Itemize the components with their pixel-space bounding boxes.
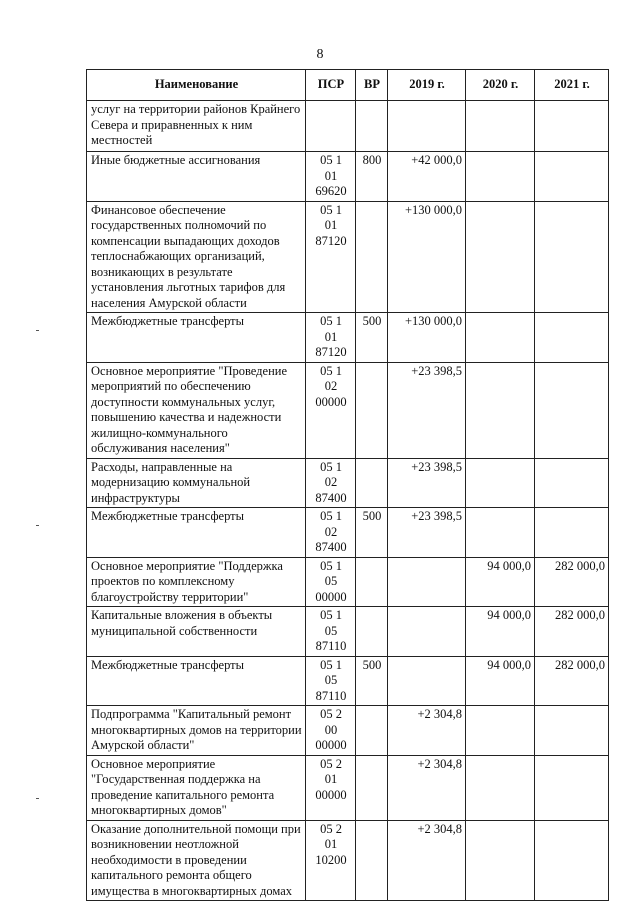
row-2021: [535, 101, 609, 152]
row-psr: [306, 362, 356, 458]
row-2019: +2 304,8: [388, 706, 466, 756]
table-row: [87, 607, 609, 657]
row-2021: [535, 313, 609, 363]
row-2020: 94 000,0: [466, 656, 535, 706]
row-name: Межбюджетные трансферты: [87, 508, 306, 558]
table-row: [87, 755, 609, 820]
header-2019: 2019 г.: [388, 70, 466, 101]
header-2021: 2021 г.: [535, 70, 609, 101]
psr-code-part: 01: [324, 772, 338, 786]
psr-code-part: 02: [324, 379, 338, 393]
row-name: Финансовое обеспечение государственных полномочий по компенсации выпадающих доходов теплоснабжающих организаций, возникающих в результате установления льготных тарифов для населения Амурской области: [87, 201, 306, 313]
psr-code-part: 02: [324, 475, 338, 489]
row-vr: 500: [356, 313, 388, 363]
psr-code-part: 01: [324, 218, 338, 232]
row-2019: +23 398,5: [388, 458, 466, 508]
row-2021: [535, 201, 609, 313]
psr-code-part: 02: [324, 524, 338, 539]
psr-code-part: 00000: [315, 589, 347, 604]
header-vr: ВР: [356, 70, 388, 101]
table-header-row: [87, 70, 609, 101]
row-2019: +2 304,8: [388, 820, 466, 901]
row-vr: [356, 101, 388, 152]
psr-code-part: 05 1: [320, 558, 342, 573]
row-psr: [306, 101, 356, 152]
row-2021: [535, 706, 609, 756]
row-2019: +42 000,0: [388, 152, 466, 202]
psr-code-part: 01: [324, 837, 338, 851]
row-2019: +2 304,8: [388, 755, 466, 820]
page-number: 8: [316, 47, 324, 62]
row-name: Иные бюджетные ассигнования: [87, 152, 306, 202]
table-row: [87, 820, 609, 901]
row-2020: [466, 152, 535, 202]
row-2021: [535, 152, 609, 202]
table-row: [87, 706, 609, 756]
psr-code-part: 05 1: [320, 608, 342, 622]
row-vr: [356, 755, 388, 820]
row-2021: 282 000,0: [535, 557, 609, 607]
row-2020: [466, 201, 535, 313]
psr-code-part: 05: [324, 623, 338, 638]
row-vr: [356, 607, 388, 657]
row-2019: [388, 557, 466, 607]
psr-code-part: 00: [324, 722, 338, 737]
table-row: [87, 458, 609, 508]
psr-code-part: 87120: [315, 345, 347, 359]
header-2020: 2020 г.: [466, 70, 535, 101]
row-vr: 800: [356, 152, 388, 202]
psr-code-part: 05 1: [320, 153, 342, 167]
psr-code-part: 05 2: [320, 756, 342, 771]
row-vr: [356, 201, 388, 313]
row-2021: [535, 458, 609, 508]
row-2020: [466, 820, 535, 901]
row-name: Межбюджетные трансферты: [87, 313, 306, 363]
scan-mark: [36, 798, 39, 799]
psr-code-part: 87400: [315, 540, 347, 554]
psr-code-part: 05 1: [320, 459, 342, 474]
psr-code-part: 87400: [315, 490, 347, 505]
psr-code-part: 69620: [315, 184, 347, 198]
table-row: [87, 201, 609, 313]
row-2020: [466, 362, 535, 458]
table-row: [87, 656, 609, 706]
psr-code-part: 00000: [315, 738, 347, 752]
psr-code-part: 05 2: [320, 707, 342, 721]
psr-code-part: 10200: [315, 852, 347, 867]
row-2020: [466, 706, 535, 756]
table-row: [87, 557, 609, 607]
row-vr: [356, 458, 388, 508]
row-2019: +23 398,5: [388, 362, 466, 458]
row-2020: [466, 313, 535, 363]
row-name: услуг на территории районов Крайнего Севера и приравненных к ним местностей: [87, 101, 306, 152]
scan-mark: [36, 330, 39, 331]
row-vr: [356, 557, 388, 607]
psr-code-part: 05 1: [320, 314, 342, 328]
row-psr: [306, 706, 356, 756]
psr-code-part: 05 1: [320, 509, 342, 523]
row-2020: [466, 508, 535, 558]
row-vr: [356, 706, 388, 756]
row-vr: 500: [356, 656, 388, 706]
row-psr: [306, 557, 356, 607]
row-vr: [356, 820, 388, 901]
row-2021: 282 000,0: [535, 656, 609, 706]
table-row: [87, 313, 609, 363]
row-psr: [306, 458, 356, 508]
row-name: Капитальные вложения в объекты муниципальной собственности: [87, 607, 306, 657]
psr-code-part: 01: [324, 168, 338, 183]
header-name: Наименование: [87, 70, 306, 101]
row-psr: [306, 755, 356, 820]
row-psr: [306, 607, 356, 657]
row-2019: [388, 656, 466, 706]
row-2019: [388, 607, 466, 657]
row-psr: [306, 508, 356, 558]
row-2020: 94 000,0: [466, 607, 535, 657]
table-body: [87, 101, 609, 901]
row-psr: [306, 656, 356, 706]
row-2020: [466, 458, 535, 508]
row-name: Расходы, направленные на модернизацию коммунальной инфраструктуры: [87, 458, 306, 508]
psr-code-part: 05: [324, 673, 338, 687]
table-row: [87, 362, 609, 458]
row-2019: +23 398,5: [388, 508, 466, 558]
header-psr: ПСР: [306, 70, 356, 101]
row-2021: [535, 362, 609, 458]
row-2019: +130 000,0: [388, 313, 466, 363]
row-2021: [535, 508, 609, 558]
row-name: Основное мероприятие "Государственная поддержка на проведение капитального ремонта многоквартирных домов": [87, 755, 306, 820]
row-2021: 282 000,0: [535, 607, 609, 657]
psr-code-part: 87110: [315, 688, 347, 703]
row-name: Основное мероприятие "Проведение мероприятий по обеспечению доступности коммунальных услуг, повышению качества и надежности жилищно-коммунального обслуживания населения": [87, 362, 306, 458]
row-2021: [535, 755, 609, 820]
row-vr: [356, 362, 388, 458]
row-psr: [306, 313, 356, 363]
budget-table: [86, 69, 609, 901]
scan-mark: [36, 525, 39, 526]
psr-code-part: 87110: [315, 639, 347, 653]
row-2021: [535, 820, 609, 901]
table-row: [87, 101, 609, 152]
psr-code-part: 05 2: [320, 821, 342, 836]
table-row: [87, 152, 609, 202]
psr-code-part: 05 1: [320, 202, 342, 217]
row-psr: [306, 201, 356, 313]
psr-code-part: 05 1: [320, 363, 342, 378]
psr-code-part: 05 1: [320, 657, 342, 672]
psr-code-part: 05: [324, 574, 338, 588]
psr-code-part: 00000: [315, 787, 347, 802]
row-name: Оказание дополнительной помощи при возникновении неотложной необходимости в проведении капитального ремонта общего имущества в многоквартирных домах: [87, 820, 306, 901]
psr-code-part: 01: [324, 329, 338, 344]
row-name: Основное мероприятие "Поддержка проектов по комплексному благоустройству территории": [87, 557, 306, 607]
row-2019: +130 000,0: [388, 201, 466, 313]
row-psr: [306, 152, 356, 202]
psr-code-part: 87120: [315, 233, 347, 248]
row-name: Межбюджетные трансферты: [87, 656, 306, 706]
row-name: Подпрограмма "Капитальный ремонт многоквартирных домов на территории Амурской области": [87, 706, 306, 756]
row-2020: [466, 101, 535, 152]
row-2020: 94 000,0: [466, 557, 535, 607]
row-2019: [388, 101, 466, 152]
row-psr: [306, 820, 356, 901]
table-row: [87, 508, 609, 558]
row-vr: 500: [356, 508, 388, 558]
row-2020: [466, 755, 535, 820]
psr-code-part: 00000: [315, 394, 347, 409]
